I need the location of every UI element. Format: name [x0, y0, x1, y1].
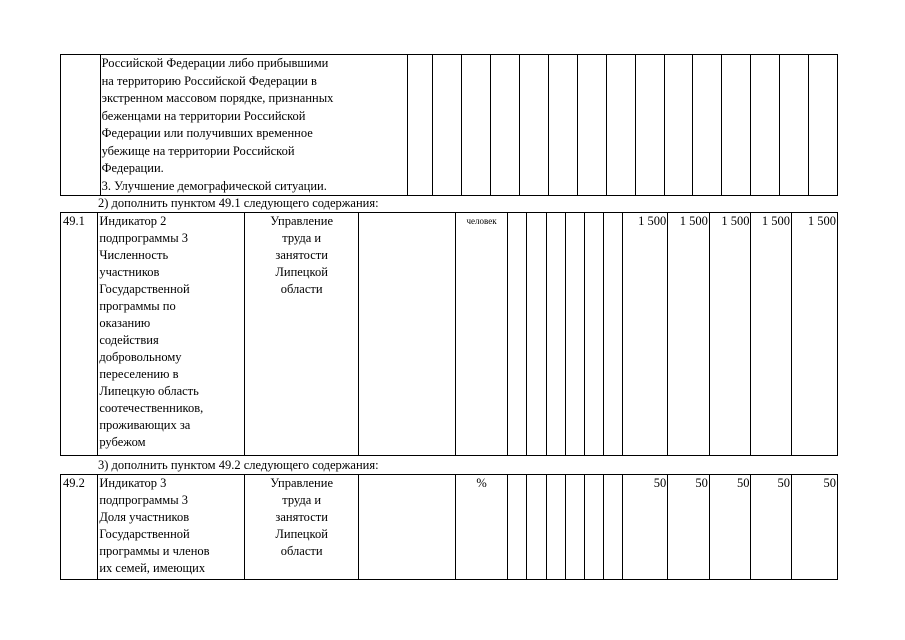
note-add-49-1: 2) дополнить пунктом 49.1 следующего содержания: [98, 196, 379, 210]
unit-text: % [455, 475, 507, 580]
row-number: 49.1 [61, 213, 98, 456]
value-cell: 50 [623, 475, 668, 580]
indicator-text: Индикатор 2 подпрограммы 3 Численность участников Государственной программы по оказанию содействия добровольному переселению в Липецкую область соотечественников, проживающих за рубежом [98, 213, 244, 456]
value-cell: 50 [792, 475, 838, 580]
indicator-text: Индикатор 3 подпрограммы 3 Доля участников Государственной программы и членов их семей, имеющих [98, 475, 244, 580]
value-cell: 1 500 [709, 213, 751, 456]
top-fragment-table [60, 54, 838, 196]
note-add-49-2: 3) дополнить пунктом 49.2 следующего содержания: [98, 458, 379, 472]
value-cell: 1 500 [751, 213, 792, 456]
executor-text: Управление труда и занятости Липецкой области [244, 475, 358, 580]
unit-text: человек [455, 213, 507, 456]
top-num-cell [61, 55, 101, 196]
value-cell: 50 [751, 475, 792, 580]
row-49-2-table [60, 474, 838, 580]
value-cell: 1 500 [792, 213, 838, 456]
value-cell: 50 [668, 475, 710, 580]
value-cell: 1 500 [623, 213, 668, 456]
row-number: 49.2 [61, 475, 98, 580]
value-cell: 1 500 [668, 213, 710, 456]
value-cell: 50 [709, 475, 751, 580]
row-49-1-table [60, 212, 838, 456]
top-fragment-text: Российской Федерации либо прибывшими на территорию Российской Федерации в экстренном массовом порядке, признанных беженцами на территории Российской Федерации или получивших временное убежище на территории Российской Федерации. 3. Улучшение демографической ситуации. [100, 55, 407, 196]
executor-text: Управление труда и занятости Липецкой области [244, 213, 358, 456]
